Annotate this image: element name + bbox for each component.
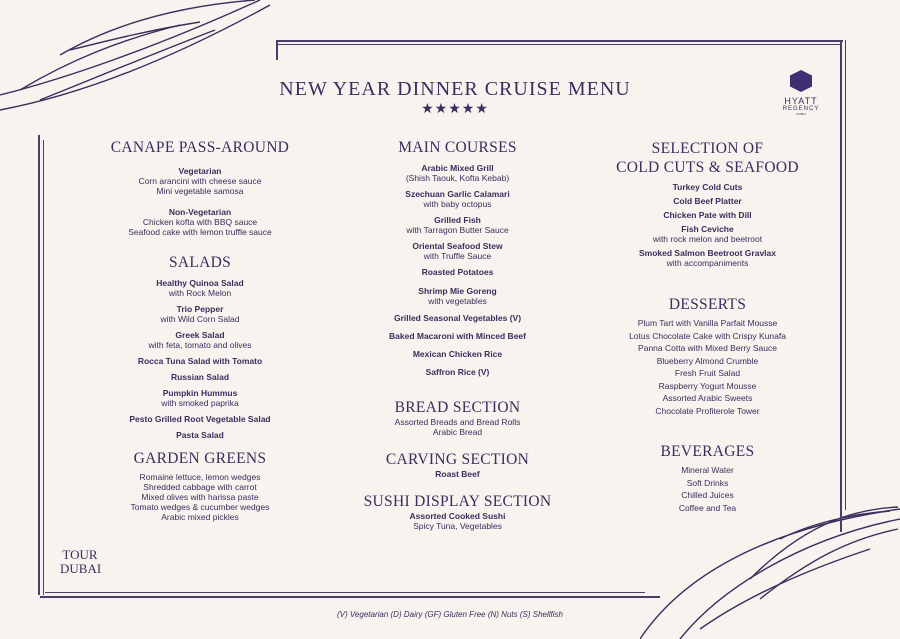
leaf-decoration-bottom-right [640, 499, 900, 639]
bread-item: Assorted Breads and Bread Rolls [394, 417, 521, 427]
bread-item: Arabic Bread [432, 427, 483, 437]
frame-top-inner [276, 40, 843, 42]
coldcut-desc: with accompaniments [666, 258, 749, 268]
section-title-carving: CARVING SECTION [385, 451, 530, 468]
salad-name: Rocca Tuna Salad with Tomato [137, 356, 263, 366]
beverage-item: Chilled Juices [681, 490, 734, 500]
garden-item: Romaine lettuce, lemon wedges [139, 472, 261, 482]
coldcut-name: Turkey Cold Cuts [672, 182, 743, 192]
salad-name: Greek Salad [175, 330, 225, 340]
frame-right-a [840, 42, 842, 532]
main-name: Szechuan Garlic Calamari [405, 189, 510, 199]
main-name: Arabic Mixed Grill [421, 163, 494, 173]
coldcut-name: Smoked Salmon Beetroot Gravlax [639, 248, 776, 258]
section-title-salads: SALADS [168, 254, 232, 271]
section-title-coldcuts-2: COLD CUTS & SEAFOOD [616, 159, 799, 176]
main-desc: (Shish Taouk, Kofta Kebab) [405, 173, 510, 183]
tour-dubai-logo [60, 548, 100, 576]
beverage-item: Coffee and Tea [678, 502, 737, 513]
salad-name: Russian Salad [170, 372, 230, 382]
canape-nonveg-title: Non-Vegetarian [168, 207, 232, 217]
sushi-desc: Spicy Tuna, Vegetables [413, 521, 502, 531]
frame-left-top-stub [276, 40, 278, 60]
salad-desc: with smoked paprika [161, 398, 239, 408]
main-desc: with baby octopus [423, 199, 492, 209]
section-title-garden: GARDEN GREENS [133, 450, 267, 467]
menu-title: NEW YEAR DINNER CRUISE MENU [279, 78, 631, 100]
salad-desc: with Rock Melon [168, 288, 232, 298]
garden-item: Shredded cabbage with carrot [143, 482, 257, 492]
main-name: Shrimp Mie Goreng [418, 286, 497, 296]
canape-veg-title: Vegetarian [178, 166, 222, 176]
dessert-item: Assorted Arabic Sweets [662, 393, 753, 403]
section-title-canape: CANAPE PASS-AROUND [110, 139, 290, 156]
coldcut-desc: with rock melon and beetroot [652, 234, 763, 244]
salad-desc: with Wild Corn Salad [160, 314, 240, 324]
column-middle [350, 139, 565, 531]
logo-small: DUBAI [796, 112, 806, 116]
sushi-item: Assorted Cooked Sushi [409, 511, 506, 521]
main-name: Roasted Potatoes [421, 267, 494, 277]
main-name: Baked Macaroni with Minced Beef [389, 331, 526, 341]
section-title-coldcuts-1: SELECTION OF [651, 140, 764, 157]
garden-item: Tomato wedges & cucumber wedges [130, 502, 270, 512]
coldcut-name: Chicken Pate with Dill [663, 210, 752, 220]
main-desc: with Tarragon Butter Sauce [406, 225, 509, 235]
dessert-item: Raspberry Yogurt Mousse [658, 380, 757, 391]
column-right [595, 139, 820, 514]
main-name: Saffron Rice (V) [425, 367, 490, 377]
main-name: Grilled Fish [434, 215, 481, 225]
dessert-item: Blueberry Almond Crumble [656, 355, 759, 366]
canape-veg-item: Corn arancini with cheese sauce [138, 176, 262, 186]
section-title-bread: BREAD SECTION [394, 399, 521, 416]
rating-stars: ★★★★★ [421, 100, 489, 116]
logo-sub: REGENCY [782, 106, 820, 112]
main-name: Mexican Chicken Rice [412, 349, 503, 359]
frame-left-a [38, 135, 40, 595]
salad-name: Pesto Grilled Root Vegetable Salad [129, 414, 271, 424]
hyatt-mark-icon [790, 70, 812, 92]
salad-desc: with feta, tomato and olives [148, 340, 252, 350]
salad-name: Pumpkin Hummus [162, 388, 238, 398]
frame-left-b [43, 140, 44, 595]
beverage-item: Soft Drinks [686, 477, 729, 488]
section-title-beverages: BEVERAGES [660, 443, 755, 460]
main-name: Oriental Seafood Stew [412, 241, 503, 251]
canape-veg-item: Mini vegetable samosa [156, 186, 244, 196]
leaf-decoration-top-left [0, 0, 280, 120]
frame-bottom-b [45, 592, 645, 593]
hyatt-logo [776, 70, 826, 116]
section-title-sushi: SUSHI DISPLAY SECTION [363, 493, 552, 510]
frame-right-b [845, 40, 846, 510]
main-desc: with vegetables [428, 296, 487, 306]
canape-nonveg-item: Seafood cake with lemon truffle sauce [128, 227, 272, 237]
salad-name: Healthy Quinoa Salad [156, 278, 244, 288]
column-left [100, 139, 300, 522]
main-name: Grilled Seasonal Vegetables (V) [393, 313, 522, 323]
tour-dubai-line2: DUBAI [60, 561, 102, 576]
dessert-item: Chocolate Profiterole Tower [655, 405, 760, 416]
beverage-item: Mineral Water [681, 465, 734, 475]
garden-item: Mixed olives with harissa paste [141, 492, 259, 502]
frame-top-outer [276, 44, 840, 45]
dietary-legend: (V) Vegetarian (D) Dairy (GF) Gluten Free (N) Nuts (S) Shellfish [337, 610, 563, 619]
salad-name: Trio Pepper [176, 304, 224, 314]
section-title-mains: MAIN COURSES [398, 139, 517, 156]
dessert-item: Plum Tart with Vanilla Parfait Mousse [637, 318, 778, 328]
main-desc: with Truffle Sauce [423, 251, 492, 261]
section-title-desserts: DESSERTS [668, 296, 747, 313]
logo-brand: HYATT [784, 96, 818, 106]
dessert-item: Lotus Chocolate Cake with Crispy Kunafa [629, 330, 786, 341]
carving-item: Roast Beef [435, 469, 480, 479]
canape-nonveg-item: Chicken kofta with BBQ sauce [142, 217, 258, 227]
frame-bottom-a [40, 596, 660, 598]
garden-item: Arabic mixed pickles [161, 512, 239, 522]
coldcut-name: Fish Ceviche [681, 224, 734, 234]
tour-dubai-line1: TOUR [62, 547, 98, 562]
coldcut-name: Cold Beef Platter [673, 196, 742, 206]
salad-name: Pasta Salad [176, 430, 224, 440]
dessert-item: Fresh Fruit Salad [674, 368, 741, 378]
dessert-item: Panna Cotta with Mixed Berry Sauce [638, 343, 777, 353]
